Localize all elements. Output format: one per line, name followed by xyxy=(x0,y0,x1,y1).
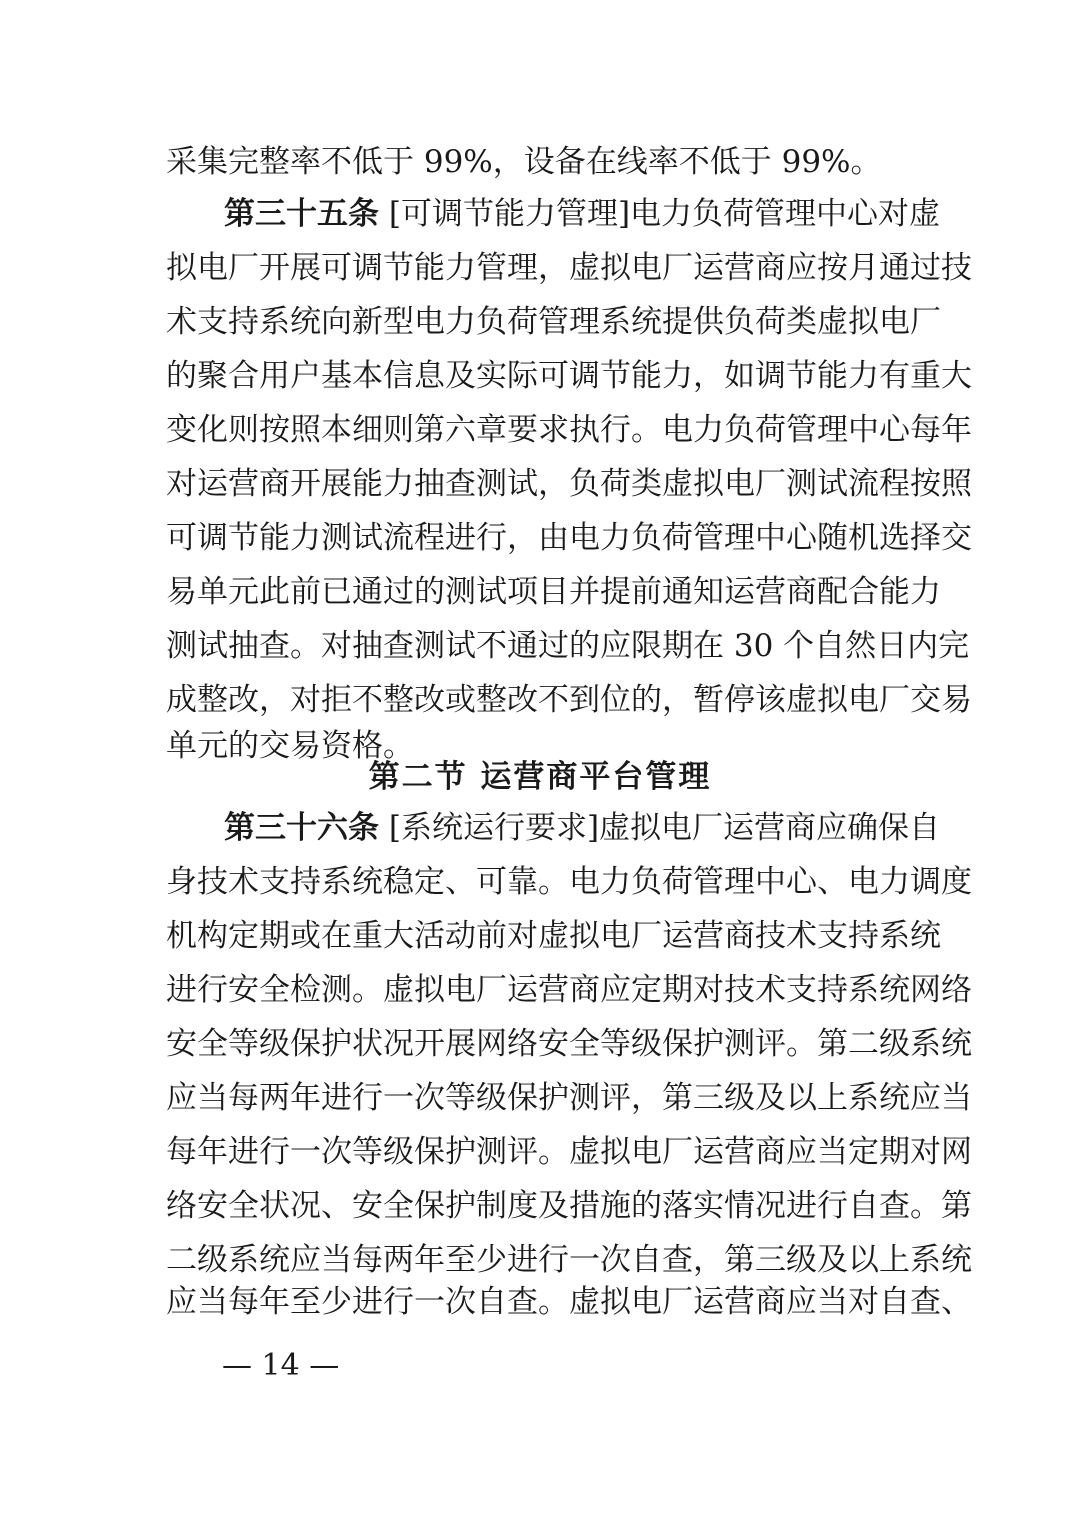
text-line: 单元的交易资格。 xyxy=(166,728,414,764)
text-line: 成整改，对拒不整改或整改不到位的，暂停该虚拟电厂交易 xyxy=(166,682,972,718)
article-36-first-line xyxy=(224,800,941,856)
text-line: 变化则按照本细则第六章要求执行。电力负荷管理中心每年 xyxy=(166,412,972,448)
text-line: 进行安全检测。虚拟电厂运营商应定期对技术支持系统网络 xyxy=(166,972,972,1008)
text-line: 每年进行一次等级保护测评。虚拟电厂运营商应当定期对网 xyxy=(166,1134,972,1170)
text-line: 可调节能力测试流程进行，由电力负荷管理中心随机选择交 xyxy=(166,520,972,556)
article-35-title: 第三十五条 xyxy=(224,196,379,232)
section-heading: 第二节 运营商平台管理 xyxy=(368,759,712,795)
text-line: 易单元此前已通过的测试项目并提前通知运营商配合能力 xyxy=(166,574,941,610)
text-line: 应当每两年进行一次等级保护测评，第三级及以上系统应当 xyxy=(166,1080,972,1116)
article-36-title: 第三十六条 xyxy=(224,810,379,846)
text-line: 的聚合用户基本信息及实际可调节能力，如调节能力有重大 xyxy=(166,358,972,394)
text-line: 对运营商开展能力抽查测试，负荷类虚拟电厂测试流程按照 xyxy=(166,466,972,502)
text-line: 测试抽查。对抽查测试不通过的应限期在 30 个自然日内完 xyxy=(166,628,970,664)
text-line: 安全等级保护状况开展网络安全等级保护测评。第二级系统 xyxy=(166,1026,972,1062)
text-line: 身技术支持系统稳定、可靠。电力负荷管理中心、电力调度 xyxy=(166,864,972,900)
article-35-first-line xyxy=(224,186,941,242)
page-number: — 14 — xyxy=(222,1348,340,1383)
text-line: 术支持系统向新型电力负荷管理系统提供负荷类虚拟电厂 xyxy=(166,304,941,340)
article-36-text: [系统运行要求]虚拟电厂运营商应确保自 xyxy=(379,810,941,846)
text-line: 拟电厂开展可调节能力管理，虚拟电厂运营商应按月通过技 xyxy=(166,250,972,286)
article-35-text: [可调节能力管理]电力负荷管理中心对虚 xyxy=(379,196,941,232)
text-line: 络安全状况、安全保护制度及措施的落实情况进行自查。第 xyxy=(166,1188,972,1224)
text-line: 二级系统应当每两年至少进行一次自查，第三级及以上系统 xyxy=(166,1242,972,1278)
text-line: 应当每年至少进行一次自查。虚拟电厂运营商应当对自查、 xyxy=(166,1284,972,1320)
text-line: 采集完整率不低于 99%，设备在线率不低于 99%。 xyxy=(166,144,882,180)
text-line: 机构定期或在重大活动前对虚拟电厂运营商技术支持系统 xyxy=(166,918,941,954)
